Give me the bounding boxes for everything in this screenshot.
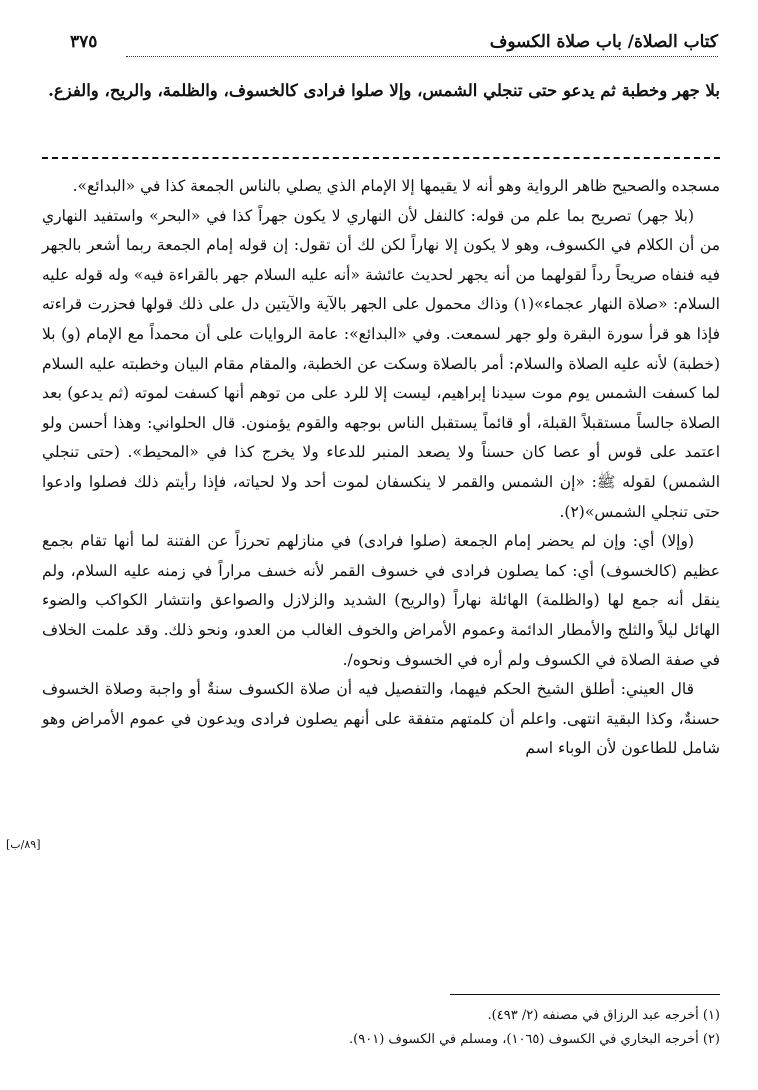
- footnotes: [42, 1004, 720, 1052]
- commentary-paragraph: قال العيني: أطلق الشيخ الحكم فيهما، والتفصيل فيه أن صلاة الكسوف سنةٌ أو واجبة وصلاة الخسوف حسنةٌ، وكذا البقية انتهى. واعلم أن كلمتهم متفقة على أنهم يصلون فرادى ويدعون في عموم الأمراض وهو شامل للطاعون لأن الوباء اسم: [42, 680, 720, 758]
- footnote: (٢) أخرجه البخاري في الكسوف (١٠٦٥)، ومسلم في الكسوف (٩٠١).: [349, 1032, 720, 1047]
- matn-text: [42, 76, 720, 105]
- header-rule: [126, 56, 718, 57]
- page-number: ٣٧٥: [70, 32, 98, 52]
- commentary-text: [42, 172, 720, 764]
- commentary-paragraph: مسجده والصحيح ظاهر الرواية وهو أنه لا يقيمها إلا الإمام الذي يصلي بالناس الجمعة كذا في «البدائع».: [72, 177, 720, 195]
- manuscript-folio-note: [٨٩/ب]: [6, 838, 41, 851]
- footnote: (١) أخرجه عبد الرزاق في مصنفه (٢/ ٤٩٣).: [487, 1008, 720, 1023]
- running-title: كتاب الصلاة/ باب صلاة الكسوف: [489, 32, 718, 52]
- commentary-paragraph: (وإلا) أي: وإن لم يحضر إمام الجمعة (صلوا فرادى) في منازلهم تحرزاً عن الفتنة لما أنها تقام بجمع عظيم (كالخسوف) أي: كما يصلون فرادى في خسوف القمر لأنه خسف مراراً في زمنه عليه السلام، ولم ينقل أنه جمع لها (والظلمة) الهائلة نهاراً (والريح) الشديد والزلازل والصواعق وانتشار الكواكب والضوء الهائل ليلاً والثلج والأمطار الدائمة وعموم الأمراض والخوف الغالب من العدو، ونحو ذلك. وقد علمت الخلاف في صفة الصلاة في الكسوف ولم أره في الخسوف ونحوه/.: [42, 532, 720, 669]
- matn-paragraph: بلا جهر وخطبة ثم يدعو حتى تنجلي الشمس، وإلا صلوا فرادى كالخسوف، والظلمة، والريح، والفزع.: [48, 81, 720, 100]
- commentary-paragraph: (بلا جهر) تصريح بما علم من قوله: كالنفل لأن النهاري لا يكون جهراً كذا في «البحر» واستفيد النهاري من أن الكلام في الكسوف، وهو لا يكون إلا نهاراً لكن لك أن تقول: إن قوله إمام الجمعة ربما أشعر بالجهر فيه فنفاه صريحاً رداً لقولهما من أنه يجهر لحديث عائشة «أنه عليه السلام جهر بالقراءة فيه» وله قوله عليه السلام: «صلاة النهار عجماء»(١) وذاك محمول على الجهر بالآية والآيتين دل على ذلك قولها فحزرت قراءته فإذا هو قرأ سورة البقرة ولو جهر لسمعت. وفي «البدائع»: عامة الروايات على أن محمداً مع الإمام (و) بلا (خطبة) لأنه عليه الصلاة والسلام: أمر بالصلاة وسكت عن الخطبة، والمقام مقام البيان وخطبته عليه السلام لما كسفت الشمس يوم موت سيدنا إبراهيم، ليست إلا للرد على من توهم أنها كسفت لموته (ثم يدعو) بعد الصلاة جالساً مستقبلاً القبلة، أو قائماً يستقبل الناس بوجهه والقوم يؤمنون. قال الحلواني: وهذا أحسن ولو اعتمد على قوس أو عصا كان حسناً ولا يصعد المنبر للدعاء ولا يخرج كذا في «المحيط». (حتى تنجلي الشمس) لقوله ﷺ: «إن الشمس والقمر لا ينكسفان لموت أحد ولا لحياته، فإذا رأيتم ذلك فصلوا وادعوا حتى تنجلي الشمس»(٢).: [42, 206, 720, 521]
- section-divider: [42, 157, 720, 159]
- page-header: [70, 30, 718, 58]
- footnote-rule: [450, 994, 720, 995]
